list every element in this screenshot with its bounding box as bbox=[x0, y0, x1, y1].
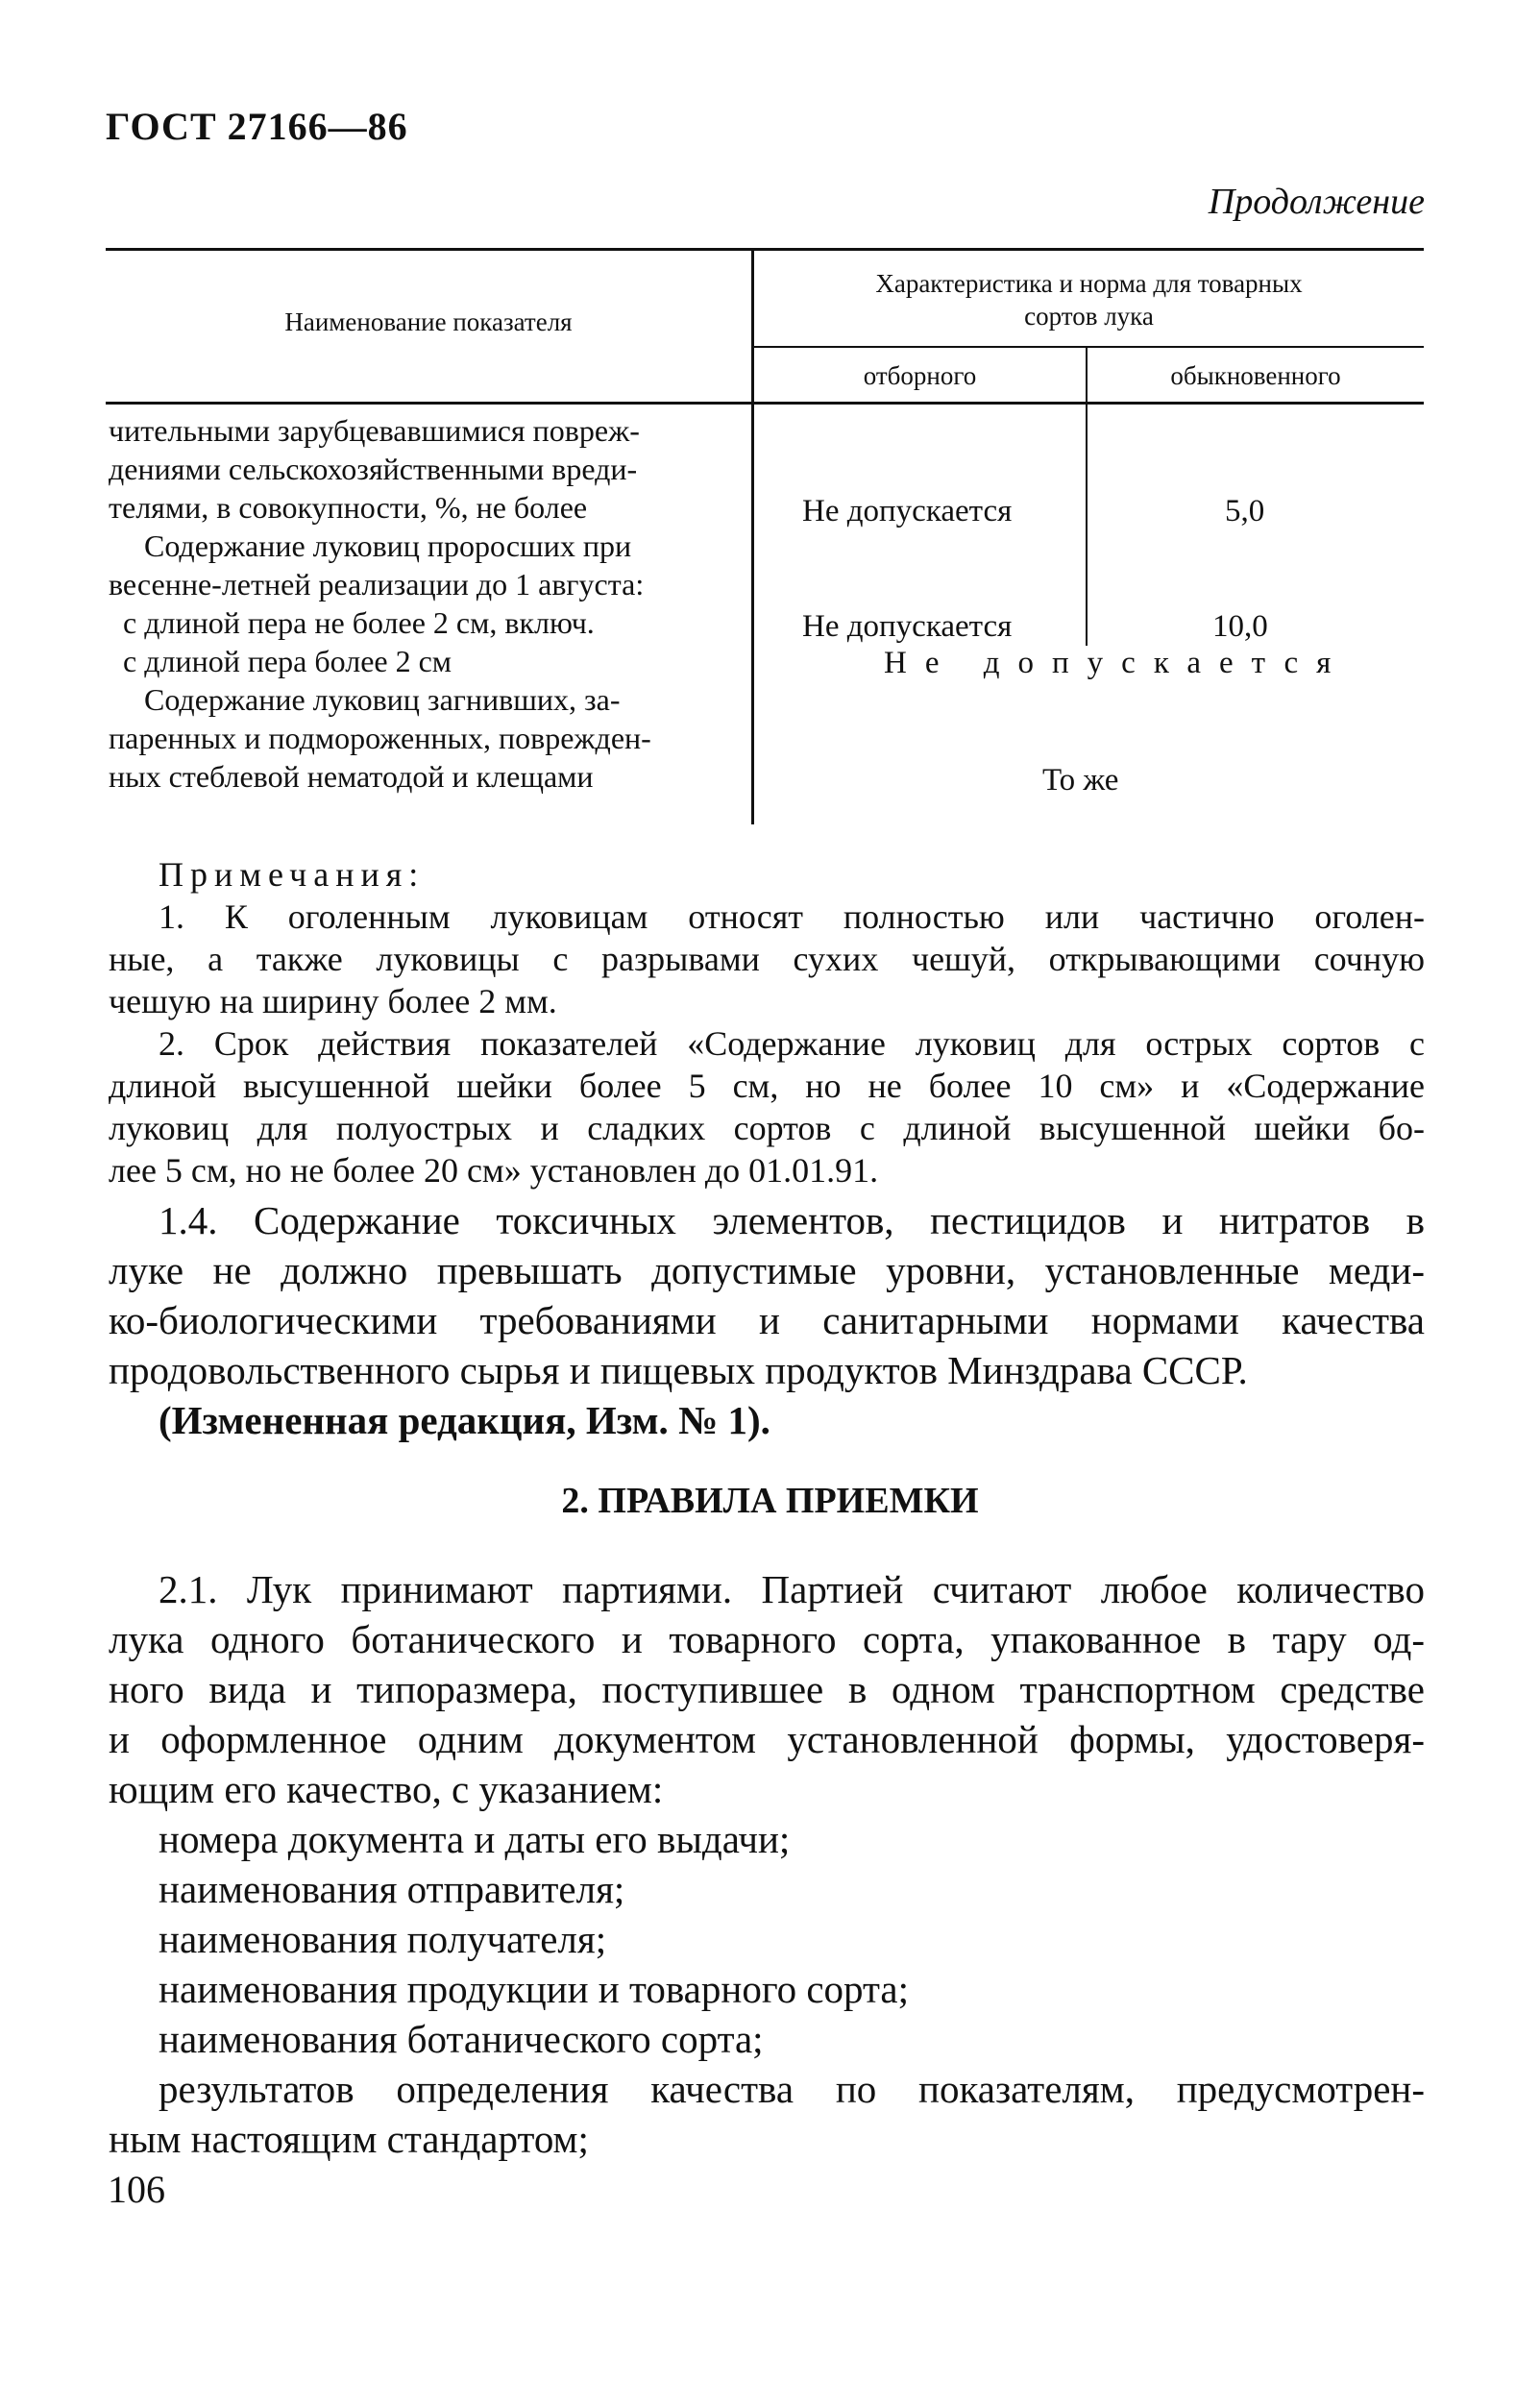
value-ordinary-damaged: 5,0 bbox=[1225, 494, 1265, 528]
note-1-line: 1. К оголенным луковицам относят полностью или частично оголен- bbox=[159, 897, 1425, 936]
table-row-text: чительными зарубцевавшимися повреж- bbox=[109, 413, 640, 448]
note-1-line: чешую на ширину более 2 мм. bbox=[109, 982, 557, 1020]
note-1-line: ные, а также луковицы с разрывами сухих чешуй, открывающими сочную bbox=[109, 940, 1425, 978]
table-row-text: с длиной пера не более 2 см, включ. bbox=[123, 605, 595, 640]
table-row-text: Содержание луковиц загнивших, за- bbox=[144, 682, 621, 717]
list-item: номера документа и даты его выдачи; bbox=[159, 1817, 791, 1861]
list-item: наименования ботанического сорта; bbox=[159, 2017, 764, 2061]
paragraph-1-4-line: 1.4. Содержание токсичных элементов, пестицидов и нитратов в bbox=[159, 1198, 1425, 1242]
value-sprout-long-span: Не допускается bbox=[884, 646, 1350, 680]
table-row-text: Содержание луковиц проросших при bbox=[144, 528, 632, 563]
continuation-label: Продолжение bbox=[1208, 182, 1425, 222]
note-2-line: лее 5 см, но не более 20 см» установлен до 01.01.91. bbox=[109, 1151, 879, 1190]
table-row-text: паренных и подмороженных, поврежден- bbox=[109, 721, 651, 755]
standard-code: ГОСТ 27166—86 bbox=[106, 105, 408, 148]
col-header-group bbox=[754, 267, 1424, 332]
table-row-text: телями, в совокупности, %, не более bbox=[109, 490, 588, 525]
list-item: наименования получателя; bbox=[159, 1917, 607, 1961]
col-header-group-line1: Характеристика и норма для товарных bbox=[875, 269, 1303, 298]
paragraph-1-4-line: ко-биологическими требованиями и санитарными нормами качества bbox=[109, 1298, 1425, 1342]
col-header-ordinary: обыкновенного bbox=[1170, 361, 1341, 390]
note-2-line: 2. Срок действия показателей «Содержание луковиц для острых сортов с bbox=[159, 1024, 1425, 1063]
table-row-text: дениями сельскохозяйственными вреди- bbox=[109, 452, 638, 486]
list-item: ным настоящим стандартом; bbox=[109, 2117, 589, 2161]
paragraph-2-1-line: и оформленное одним документом установленной формы, удостоверя- bbox=[109, 1717, 1425, 1761]
table-row-text: с длиной пера более 2 см bbox=[123, 644, 452, 678]
table-top-rule bbox=[106, 248, 1424, 251]
value-ordinary-sprout-short: 10,0 bbox=[1212, 609, 1268, 644]
value-select-damaged: Не допускается bbox=[802, 494, 1013, 528]
list-item: результатов определения качества по показателям, предусмотрен- bbox=[159, 2067, 1425, 2111]
table-row-text: ных стеблевой нематодой и клещами bbox=[109, 759, 594, 794]
notes-title: Примечания: bbox=[159, 855, 426, 894]
paragraph-1-4-line: продовольственного сырья и пищевых продуктов Минздрава СССР. bbox=[109, 1348, 1248, 1392]
paragraph-2-1-line: лука одного ботанического и товарного сорта, упакованное в тару од- bbox=[109, 1617, 1425, 1661]
paragraph-2-1-line: 2.1. Лук принимают партиями. Партией считают любое количество bbox=[159, 1567, 1425, 1611]
section-heading: 2. ПРАВИЛА ПРИЕМКИ bbox=[561, 1481, 979, 1521]
note-2-line: длиной высушенной шейки более 5 см, но не более 10 см» и «Содержание bbox=[109, 1067, 1425, 1105]
paragraph-2-1-line: ного вида и типоразмера, поступившее в одном транспортном средстве bbox=[109, 1667, 1425, 1711]
col-header-group-line2: сортов лука bbox=[1024, 302, 1154, 331]
note-2-line: луковиц для полуострых и сладких сортов с длиной высушенной шейки бо- bbox=[109, 1109, 1425, 1147]
table-row-text: весенне-летней реализации до 1 августа: bbox=[109, 567, 645, 602]
value-rotten-span: То же bbox=[1042, 763, 1119, 798]
amendment-note: (Измененная редакция, Изм. № 1). bbox=[159, 1398, 770, 1442]
list-item: наименования продукции и товарного сорта; bbox=[159, 1967, 910, 2011]
paragraph-1-4-line: луке не должно превышать допустимые уровни, установленные меди- bbox=[109, 1248, 1425, 1292]
page-number: 106 bbox=[108, 2168, 165, 2211]
col-header-name: Наименование показателя bbox=[284, 307, 573, 336]
col-header-select: отборного bbox=[863, 361, 977, 390]
value-select-sprout-short: Не допускается bbox=[802, 609, 1013, 644]
paragraph-2-1-line: ющим его качество, с указанием: bbox=[109, 1767, 664, 1811]
table-header-rule bbox=[106, 402, 1424, 405]
list-item: наименования отправителя; bbox=[159, 1867, 625, 1911]
table-subheader-rule bbox=[754, 346, 1424, 348]
